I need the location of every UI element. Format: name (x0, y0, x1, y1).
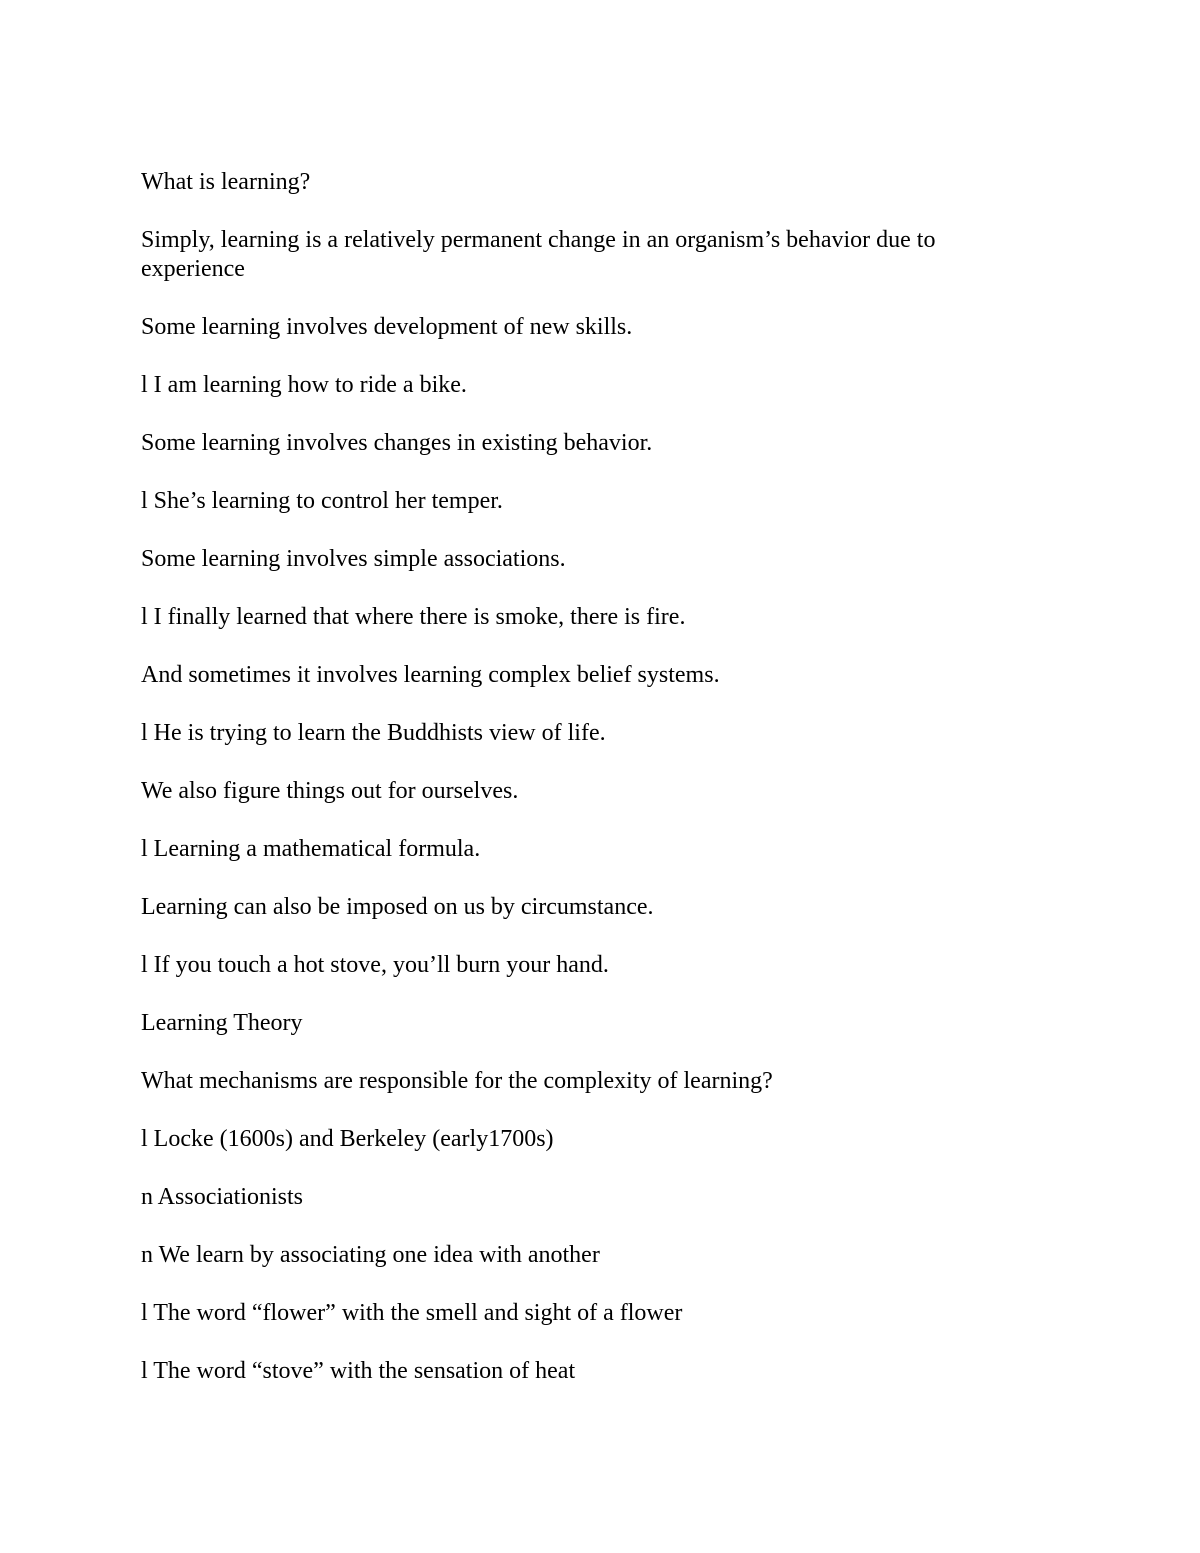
paragraph: Some learning involves changes in existing behavior. (141, 430, 653, 456)
document-body (141, 168, 1041, 1415)
bullet-item: l If you touch a hot stove, you’ll burn your hand. (141, 952, 609, 978)
paragraph: And sometimes it involves learning complex belief systems. (141, 662, 720, 688)
paragraph: What mechanisms are responsible for the complexity of learning? (141, 1068, 773, 1094)
paragraph: Some learning involves development of new skills. (141, 314, 633, 340)
definition-paragraph: Simply, learning is a relatively permanent change in an organism’s behavior due to experience (141, 227, 936, 282)
bullet-item: l I finally learned that where there is smoke, there is fire. (141, 604, 686, 630)
bullet-item: l The word “flower” with the smell and sight of a flower (141, 1300, 683, 1326)
bullet-item: l I am learning how to ride a bike. (141, 372, 467, 398)
bullet-item: l The word “stove” with the sensation of heat (141, 1358, 576, 1384)
heading-what-is-learning: What is learning? (141, 169, 311, 195)
paragraph: We also figure things out for ourselves. (141, 778, 519, 804)
paragraph: Learning can also be imposed on us by circumstance. (141, 894, 654, 920)
sub-bullet-item: n Associationists (141, 1184, 304, 1210)
sub-bullet-item: n We learn by associating one idea with another (141, 1242, 600, 1268)
heading-learning-theory: Learning Theory (141, 1010, 303, 1036)
bullet-item: l He is trying to learn the Buddhists view of life. (141, 720, 606, 746)
bullet-item: l She’s learning to control her temper. (141, 488, 503, 514)
paragraph: Some learning involves simple associations. (141, 546, 566, 572)
bullet-item: l Locke (1600s) and Berkeley (early1700s) (141, 1126, 554, 1152)
bullet-item: l Learning a mathematical formula. (141, 836, 481, 862)
